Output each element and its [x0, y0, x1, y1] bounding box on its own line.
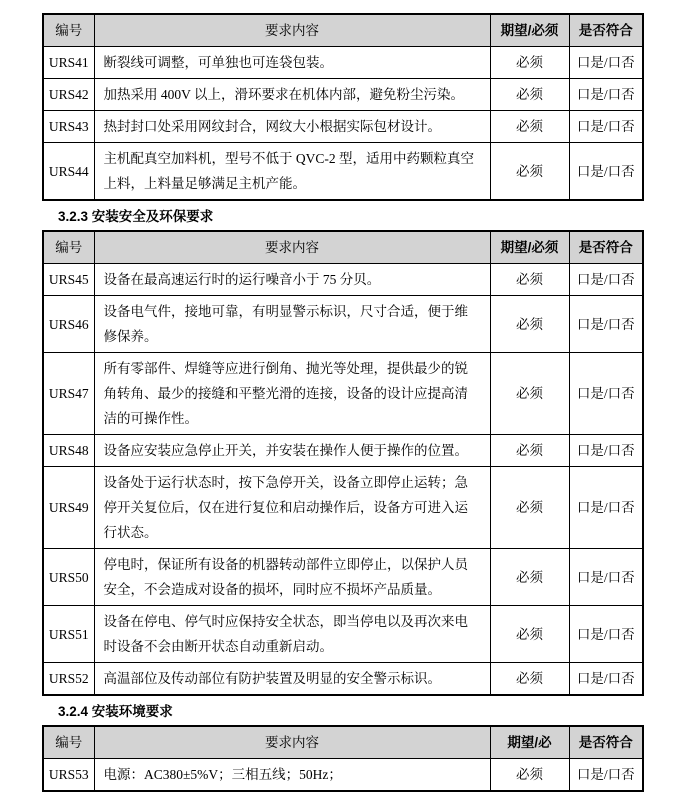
requirement-id: URS46: [43, 296, 94, 353]
table-row: [43, 759, 643, 792]
column-header-compliance: 是否符合: [569, 231, 643, 264]
requirement-content: 加热采用 400V 以上，滑环要求在机体内部，避免粉尘污染。: [94, 79, 490, 111]
requirement-content: 停电时，保证所有设备的机器转动部件立即停止，以保护人员安全，不会造成对设备的损坏，同时应不损坏产品质量。: [94, 549, 490, 606]
table-row: [43, 111, 643, 143]
requirement-content: 断裂线可调整，可单独也可连袋包装。: [94, 47, 490, 79]
requirement-content: 电源：AC380±5%V；三相五线；50Hz；: [94, 759, 490, 792]
column-header-compliance: 是否符合: [569, 726, 643, 759]
column-header-requirement: 期望/必须: [490, 231, 569, 264]
column-header-content: 要求内容: [94, 231, 490, 264]
requirement-id: URS45: [43, 264, 94, 296]
compliance-options: 口是/口否: [569, 296, 643, 353]
requirement-level: 必须: [490, 143, 569, 201]
requirement-level: 必须: [490, 353, 569, 435]
requirement-level: 必须: [490, 47, 569, 79]
compliance-options: 口是/口否: [569, 353, 643, 435]
requirement-content: 高温部位及传动部位有防护装置及明显的安全警示标识。: [94, 663, 490, 696]
table-row: [43, 79, 643, 111]
requirement-content: 主机配真空加料机，型号不低于 QVC-2 型，适用中药颗粒真空上料，上料量足够满足主机产能。: [94, 143, 490, 201]
table-row: [43, 353, 643, 435]
requirement-level: 必须: [490, 435, 569, 467]
compliance-options: 口是/口否: [569, 435, 643, 467]
requirement-level: 必须: [490, 759, 569, 792]
table-row: [43, 606, 643, 663]
table-header-row: [43, 14, 643, 47]
compliance-options: 口是/口否: [569, 663, 643, 696]
requirements-table-1: [42, 13, 644, 201]
table-row: [43, 264, 643, 296]
column-header-compliance: 是否符合: [569, 14, 643, 47]
compliance-options: 口是/口否: [569, 759, 643, 792]
requirement-id: URS49: [43, 467, 94, 549]
requirement-level: 必须: [490, 111, 569, 143]
table-row: [43, 663, 643, 696]
section-installation-environment-requirements: [42, 703, 642, 792]
requirement-level: 必须: [490, 467, 569, 549]
compliance-options: 口是/口否: [569, 467, 643, 549]
compliance-options: 口是/口否: [569, 79, 643, 111]
requirement-id: URS43: [43, 111, 94, 143]
requirement-id: URS41: [43, 47, 94, 79]
requirement-content: 设备电气件，接地可靠，有明显警示标识，尺寸合适，便于维修保养。: [94, 296, 490, 353]
requirement-level: 必须: [490, 606, 569, 663]
column-header-id: 编号: [43, 14, 94, 47]
table-header-row: [43, 231, 643, 264]
requirement-content: 设备在最高速运行时的运行噪音小于 75 分贝。: [94, 264, 490, 296]
column-header-id: 编号: [43, 231, 94, 264]
compliance-options: 口是/口否: [569, 549, 643, 606]
requirement-level: 必须: [490, 663, 569, 696]
compliance-options: 口是/口否: [569, 47, 643, 79]
requirement-content: 设备处于运行状态时，按下急停开关，设备立即停止运转；急停开关复位后，仅在进行复位和启动操作后，设备方可进入运行状态。: [94, 467, 490, 549]
compliance-options: 口是/口否: [569, 606, 643, 663]
compliance-options: 口是/口否: [569, 264, 643, 296]
requirement-content: 设备应安装应急停止开关，并安装在操作人便于操作的位置。: [94, 435, 490, 467]
table-row: [43, 143, 643, 201]
requirement-id: URS44: [43, 143, 94, 201]
requirement-level: 必须: [490, 79, 569, 111]
requirement-id: URS53: [43, 759, 94, 792]
section-heading-3-2-4: 3.2.4 安装环境要求: [58, 704, 173, 719]
table-row: [43, 47, 643, 79]
table-header-row: [43, 726, 643, 759]
requirement-level: 必须: [490, 296, 569, 353]
section-safety-environment-requirements: [42, 208, 642, 696]
requirements-table-2: [42, 230, 644, 696]
requirement-id: URS47: [43, 353, 94, 435]
column-header-requirement: 期望/必须: [490, 14, 569, 47]
compliance-options: 口是/口否: [569, 111, 643, 143]
table-row: [43, 467, 643, 549]
table-row: [43, 296, 643, 353]
requirement-content: 设备在停电、停气时应保持安全状态，即当停电以及再次来电时设备不会由断开状态自动重新启动。: [94, 606, 490, 663]
column-header-content: 要求内容: [94, 726, 490, 759]
table-row: [43, 549, 643, 606]
column-header-id: 编号: [43, 726, 94, 759]
requirement-id: URS52: [43, 663, 94, 696]
requirements-table-3: [42, 725, 644, 792]
requirement-id: URS50: [43, 549, 94, 606]
column-header-content: 要求内容: [94, 14, 490, 47]
requirement-level: 必须: [490, 264, 569, 296]
column-header-requirement: 期望/必: [490, 726, 569, 759]
table-row: [43, 435, 643, 467]
requirement-id: URS51: [43, 606, 94, 663]
requirement-level: 必须: [490, 549, 569, 606]
compliance-options: 口是/口否: [569, 143, 643, 201]
requirement-content: 热封封口处采用网纹封合，网纹大小根据实际包材设计。: [94, 111, 490, 143]
requirement-id: URS42: [43, 79, 94, 111]
section-heading-3-2-3: 3.2.3 安装安全及环保要求: [58, 209, 214, 224]
section-packaging-requirements: [42, 13, 642, 201]
requirement-content: 所有零部件、焊缝等应进行倒角、抛光等处理，提供最少的锐角转角、最少的接缝和平整光滑的连接，设备的设计应提高清洁的可操作性。: [94, 353, 490, 435]
requirement-id: URS48: [43, 435, 94, 467]
